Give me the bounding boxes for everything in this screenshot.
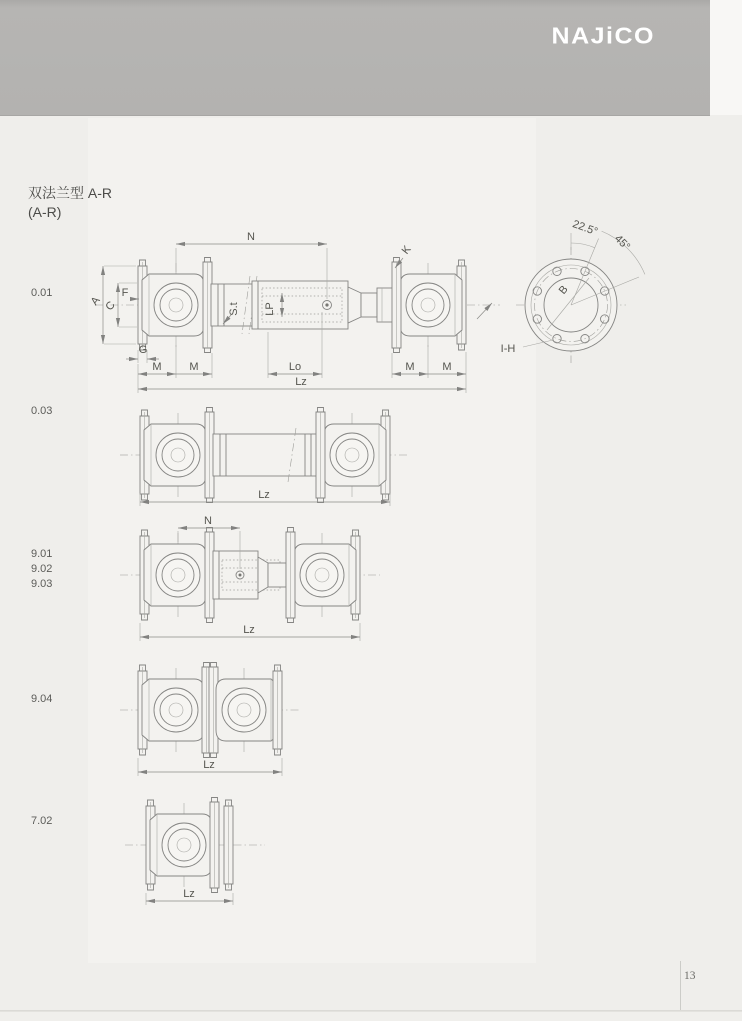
dim-label-m-3: M bbox=[405, 361, 415, 373]
dim-label-lo: Lo bbox=[288, 361, 302, 373]
page-number: 13 bbox=[684, 970, 696, 982]
dim-label-lz-4: Lz bbox=[203, 759, 215, 771]
dim-label-lz-3: Lz bbox=[243, 624, 255, 636]
dim-label-lz-2: Lz bbox=[258, 489, 270, 501]
dim-label-angle-22-5: 22.5° bbox=[570, 218, 600, 239]
page-title-line2: (A-R) bbox=[28, 204, 62, 220]
dim-label-a: A bbox=[88, 294, 103, 308]
model-label-0-03: 0.03 bbox=[31, 405, 53, 417]
dim-label-lp: LP bbox=[264, 302, 276, 316]
dim-label-k: K bbox=[399, 243, 414, 257]
figure-9-01-02-03 bbox=[120, 515, 380, 641]
model-label-9-03: 9.03 bbox=[31, 578, 53, 590]
model-label-9-02: 9.02 bbox=[31, 563, 53, 575]
dim-label-c: C bbox=[103, 299, 118, 313]
page-title-line1: 双法兰型 A-R bbox=[28, 185, 112, 201]
dim-label-m-4: M bbox=[442, 361, 452, 373]
dim-label-n: N bbox=[247, 231, 255, 243]
model-label-9-04: 9.04 bbox=[31, 693, 53, 705]
figure-0-03 bbox=[120, 408, 410, 507]
model-label-0-01: 0.01 bbox=[31, 287, 53, 299]
model-label-9-01: 9.01 bbox=[31, 548, 53, 560]
dim-label-i-h: I-H bbox=[500, 343, 516, 355]
figure-9-04 bbox=[120, 663, 300, 777]
dim-label-lz-5: Lz bbox=[183, 888, 195, 900]
brand-logo: NAJiCO bbox=[551, 23, 655, 49]
page-number-rule bbox=[680, 961, 681, 1011]
footer-band bbox=[0, 1011, 742, 1021]
dim-label-g: G bbox=[138, 344, 148, 356]
dim-label-st: S.t bbox=[228, 302, 240, 316]
model-label-7-02: 7.02 bbox=[31, 815, 53, 827]
figure-0-01 bbox=[89, 231, 500, 393]
dim-label-lz-1: Lz bbox=[295, 376, 307, 388]
dim-label-n-2: N bbox=[204, 515, 212, 527]
flange-end-view bbox=[501, 218, 645, 363]
dim-label-angle-45: 45° bbox=[611, 232, 633, 254]
dim-label-m-1: M bbox=[152, 361, 162, 373]
figure-7-02 bbox=[125, 798, 265, 906]
dim-label-f: F bbox=[121, 287, 129, 299]
dim-label-m-2: M bbox=[189, 361, 199, 373]
dim-label-b: B bbox=[556, 283, 571, 297]
